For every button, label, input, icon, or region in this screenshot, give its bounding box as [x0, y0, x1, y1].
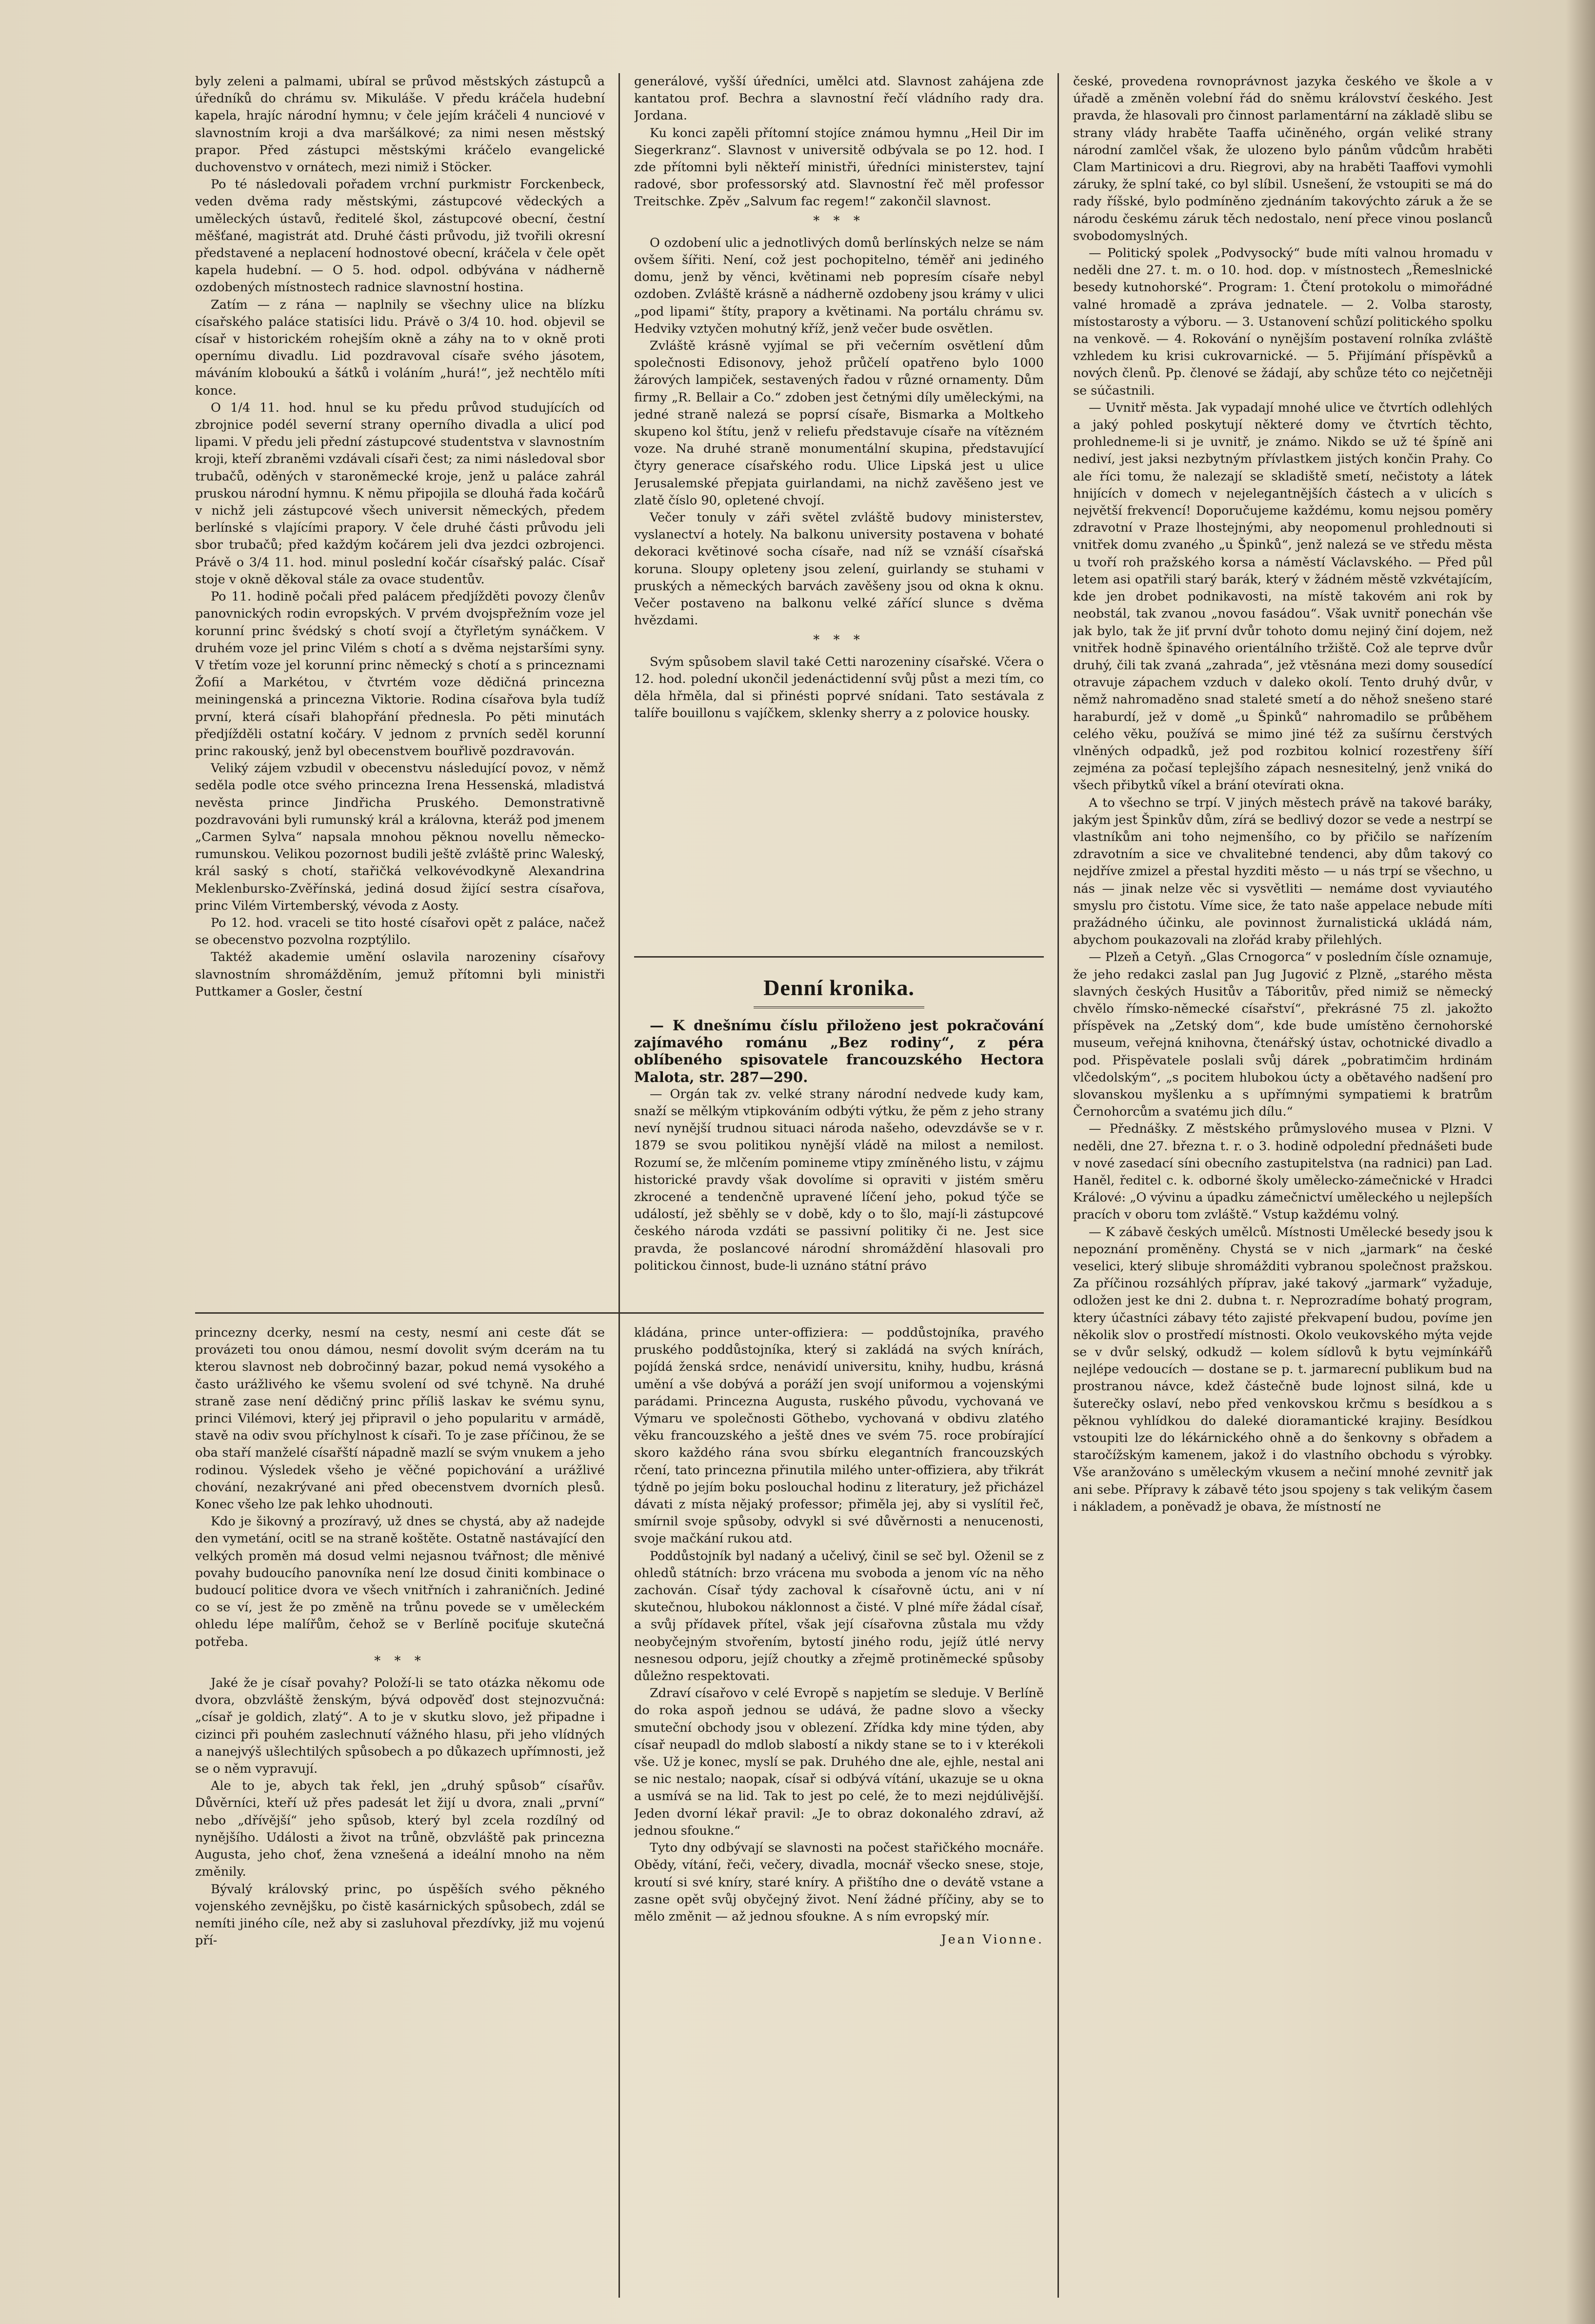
paragraph: Poddůstojník byl nadaný a učelivý, činil se seč byl. Oženil se z ohledů státních: brzo vrácena mu svoboda a jenom víc na něho zachován. Císař týdy zachoval k císařovně úctu, ani v ní skutečnou, hlubokou náklonnost a čisté. V plné míře žádal císař, a svůj přídavek přítel, však její císařovna zůstala mu vždy neobyčejným stvořením, bytostí jiného rodu, jejíž útlé nervy nesnesou odporu, jejíž choutky a zřejmě protiněmecké spůsoby důležno respektovati.	[634, 1548, 1044, 1684]
paragraph: — Plzeň a Cetyň. „Glas Crnogorca“ v posledním čísle oznamuje, že jeho redakci zaslal pan Jug Jugović z Plzně, „starého města slavných českých Husitův a Táboritův, před nimiž se německý chvělo římsko-německé císařství“, překrásné 75 zl. jakožto příspěvek na „Zetský dom“, kde bude umístěno černohorské museum, veřejná knihovna, čtenářský ústav, ochotnické divadlo a pod. Přispěvatele poslali svůj dárek „pobratimčim hrdinám vlčedolským“, „s pocitem hlubokou úcty a obětavého nadšení pro slovanskou myšlenku a s upřímnými sympatiemi k bratrům Černohorcům a svatému jich dílu.“	[1073, 950, 1493, 1120]
paragraph: — K zábavě českých umělců. Místnosti Umělecké besedy jsou k nepoznání proměněny. Chystá se v nich „jarmark“ na české veselici, který slibuje shromážditi vybranou společnost pražskou. Za příčinou rozsáhlých příprav, jaké takový „jarmark“ vyžaduje, odložen jest ke dni 2. dubna t. r. Neprozradíme bohatý program, ktery účastníci zábavy této zajisté překvapení budou, povíme jen několik slov o prostředí místnosti. Okolo veukovského mýta vejde se v dvůr selský, odkudž — kolem sídlovů k bytu vejmínkářů nejlépe vedoucích — dostane se p. t. jarmarecní publikum bud na prostranou návce, kdež částečně bude lojnost silná, kde u šuterečky oslaví, nebo před venkovskou krčmu s besídkou a s pěknou vyhlídkou do daleké dioramantické krajiny. Besídkou vstoupiti lze do lékárnického ohně a do šenkovny s obřadem a staročížským kamenem, jakož i do vlastního obchodu s výrobky. Vše aranžováno s uměleckým vkusem a nečiní mnohé zevnitř jak ani sebe. Přípravy k zábavě této jsou spojeny s tak velikým časem i nákladem, a poněvadž je obava, že místností ne	[1073, 1224, 1493, 1514]
feuilleton-divider	[195, 1312, 1044, 1314]
article-column-2-upper	[634, 73, 1044, 951]
paragraph: Taktéž akademie umění oslavila narozeniny císařovy slavnostním shromážděním, jemuž přítomni byli ministři Puttkamer a Gosler, čestní	[195, 950, 605, 999]
paragraph: — Přednášky. Z městského průmyslového musea v Plzni. V neděli, dne 27. března t. r. o 3. hodině odpolední přednášeti bude v nové zasedací síni obecního zastupitelstva (na radnici) pan Lad. Haněl, ředitel c. k. odborné školy umělecko-zámečnické v Hradci Králové: „O vývinu a úpadku zámečnictví uměleckého u nejlepších pracích v oboru tom zvláště.“ Vstup každému volný.	[1073, 1122, 1493, 1222]
paragraph: Zatím — z rána — naplnily se všechny ulice na blízku císařského paláce statisíci lidu. Právě o 3/4 10. hod. objevil se císař v historickém rohejším okně a záhy na to v okně proti opernímu divadlu. Lid pozdravoval císaře svého jásotem, máváním kloboukú a šátků i voláním „hurá!“, jež nechtělo míti konce.	[195, 297, 605, 398]
paragraph: Po 11. hodině počali před palácem předjížděti povozy členův panovnických rodin evropských. V prvém dvojspřežním voze jel korunní princ švédský s chotí svojí a čtyřletým synáčkem. V druhém voze jel princ Vilém s chotí a s dvěma nejstaršími syny. V třetím voze jel korunní princ německý s chotí a s princeznami Žofií a Markétou, v čtvrtém voze dědičná princezna meiningenská a princezna Viktorie. Rodina císařova byla tudíž první, která císaři blahopřání přednesla. Po pěti minutách předjížděli ostatní kočáry. V jednom z prvních seděl korunní princ rakouský, jenž byl obecenstvem bouřlivě pozdravován.	[195, 589, 605, 759]
paragraph: O 1/4 11. hod. hnul se ku předu průvod studujících od zbrojnice podél severní strany operního divadla a ulicí pod lipami. V předu jeli přední zástupcové studentstva v slavnostním kroji, kteří zbraněmi vzdávali císaři čest; za nimi následoval sbor trubačů, oděných v staroněmecké kroje, jenž u paláce zahrál pruskou národní hymnu. K němu připojila se dlouhá řada kočárů v nichž jeli zástupcové všech universit německých, předem berlínské s vlajícími prapory. V čele druhé části průvodu jeli sbor trubačů; před každým kočárem jeli dva jezdci ozbrojenci. Právě o 3/4 11. hod. minul poslední kočár císařský palác. Císař stoje v okně děkoval stále za ovace studentův.	[195, 400, 605, 587]
paragraph: A to všechno se trpí. V jiných městech právě na takové baráky, jakým jest Špinkův dům, zírá se bedlivý dozor se vede a nestrpí se vlastníkům ani toho nejmenšího, co by přičilo se nařízením zdravotním a sice ve chvalitebné tendenci, aby dům takový co nejdříve zmizel a přestal hyzditi město — u nás trpí se všechno, u nás — jinak nelze věc si vysvětliti — nemáme dost vyviautého smyslu pro čistotu. Víme sice, že tato naše appelace nebude míti pražádného účinku, ale povinnost žurnalistická ukládá nám, abychom poukazovali na zlořád kraby přilehlých.	[1073, 795, 1493, 948]
paragraph: Zvláště krásně vyjímal se při večerním osvětlení dům společnosti Edisonovy, jehož průčelí opatřeno bylo 1000 žárových lampiček, sestavených řadou v různé ornamenty. Dům firmy „R. Bellair a Co.“ zdoben jest četnými díly uměleckými, na jedné straně nalezá se poprsí císaře, Bismarka a Moltkeho skupeno kol štítu, jenž v reliefu představuje císaře na vítězném voze. Na druhé straně monumentální skupina, představující čtyry generace císařského rodu. Ulice Lipská jest u ulice Jerusalemské přepjata guirlandami, na nichž zavěšeno jest ve zlatě číslo 90, opletené chvojí.	[634, 339, 1044, 508]
paragraph: Po 12. hod. vraceli se tito hosté císařovi opět z paláce, načež se obecenstvo pozvolna rozptýlilo.	[195, 915, 605, 948]
article-column-1-upper	[195, 73, 605, 1300]
paragraph: — Uvnitř města. Jak vypadají mnohé ulice ve čtvrtích odlehlých a jaký pohled poskytují některé domy ve čtvrtích těchto, prohledneme-li si je uvnitř, je známo. Nikdo se už té špíně ani nediví, jest jaksi nezbytným přívlastkem jistých končin Prahy. Co ale říci tomu, že nalezají se skladiště smetí, nečistoty a látek hnijících v domech v nejelegantnějších částech a v ulicích s největší frekvencí! Doporučujeme každému, komu nejsou poměry zdravotní v Praze lhostejnými, aby neopomenul prohlednouti si vnitřek domu zvaného „u Špinků“, jenž nalezá se ve středu města u tvoří roh pražského korsa a náměstí Václavského. — Před půl letem asi opatřili starý barák, který v žádném městě vzkvétajícím, kde jen drobet podnikavosti, na místě takovém ani rok by neobstál, tak zvanou „novou fasádou“. Však uvnitř ponechán vše jak bylo, tak že jiť první dvůr tohoto domu nejiný činí dojem, než vnitřek hodně špinavého orientálního tržiště. Což ale teprve dvůr druhý, čili tak zvaná „zahrada“, jež vtěsnána mezi domy sousedící otravuje zápachem vzduch v daleko okolí. Tento druhý dvůr, v němž nahromaděno snad staleté smetí a do něhož snešeno staré haraburdí, jež v domě „u Špinků“ nahromadilo se průběhem celého věku, používá se mimo jiné též za sušírnu čerstvých vlněných odpadků, jež pod rozbitou kolnicí rozestřeny šíří zejména za počasí teplejšího zápach nesnesitelný, jenž vniká do všech přibytků víkel a brání otevírati okna.	[1073, 400, 1493, 793]
paragraph: české, provedena rovnoprávnost jazyka českého ve škole a v úřadě a změněn volební řád do sněmu království českého. Jest pravda, že hlasovali pro činnost parlamentární na základě slibu se strany vlády hraběte Taaffa učiněného, orgán veliké strany národní zamlčel však, že ulozeno bylo pánům vůdcům hraběti Clam Martinicovi a dru. Riegrovi, aby na hraběti Taaffovi vymohli záruky, že splní také, co byl slíbil. Usnešení, že vstoupiti se má do rady říšské, bylo podmíněno zjednáním takovýchto záruk a že se národu českému záruk těch nedostalo, není přece vinou poslanců svobodomyslných.	[1073, 74, 1493, 243]
paragraph: Po té následovali pořadem vrchní purkmistr Forckenbeck, veden dvěma rady městskými, zástupcové vědeckých a uměleckých ústavů, ředitelé škol, zástupcové obecní, čestní měšťané, magistrát atd. Druhé části průvodu, již tvořili okresní představené a neplacení hodnostové obecní, kráčela v čele opět kapela hudební. — O 5. hod. odpol. odbývána v nádherně ozdobených místnostech radnice slavnostní hostina.	[195, 177, 605, 295]
author-signature: Jean Vionne.	[941, 1932, 1044, 1947]
chronicle-lead: — K dnešnímu číslu přiloženo jest pokračování zajímavého románu „Bez rodiny“, z péra oblíbeného spisovatele francouzského Hectora Malota, str. 287—290.	[634, 1017, 1044, 1085]
chronicle-heading	[634, 972, 1044, 1008]
paragraph: Jaké že je císař povahy? Položí-li se tato otázka někomu ode dvora, obzvláště ženským, bývá odpověď dost stejnozvučná: „císař je goldich, zlatý“. A to je v skutku slovo, jež připadne i cizinci při pouhém zaslechnutí vážného hlasu, při jeho vlídných a nanejvýš ušlechtilých spůsobech a po důkazech upřímnosti, jež se o něm vypravují.	[195, 1676, 605, 1777]
paragraph: Kdo je šikovný a prozíravý, už dnes se chystá, aby až nadejde den vymetání, ocitl se na straně koštěte. Ostatně nastávající den velkých proměn má dosud velmi nejasnou tvářnost; dle měnivé povahy budoucího panovníka není lze dosud činiti kombinace o budoucí politice dvora ve všech vnitřních i zahraničních. Jediné co se ví, jest že po změně na trůnu povede se v uměleckém ohledu lépe malířům, čehož se v Berlíně pociťuje skutečná potřeba.	[195, 1514, 605, 1649]
chronicle-title: Denní kronika.	[754, 972, 924, 1008]
article-column-2-lower	[634, 1324, 1044, 2300]
paragraph: Večer tonuly v záři světel zvláště budovy ministerstev, vyslanectví a hotely. Na balkonu university postavena v bohaté dekoraci květinové socha císaře, nad níž se vznáší císařská koruna. Sloupy opleteny jsou zelení, guirlandy se stuhami v pruských a německých barvách zavěšeny jsou od okna k oknu. Večer postaveno na balkonu velké zářící slunce s dvěma hvězdami.	[634, 510, 1044, 628]
paragraph: — Politický spolek „Podvysocký“ bude míti valnou hromadu v neděli dne 27. t. m. o 10. hod. dop. v místnostech „Řemeslnické besedy kutnohorské“. Program: 1. Čtení protokolu o mimořádné valné hromadě a zpráva jednatele. — 2. Volba starosty, místostarosty a výboru. — 3. Ustanovení schůzí politického spolku na venkově. — 4. Rokování o nynějším postavení rolníka zvláště vzhledem ku krisi cukrovarnické. — 5. Přijímání příspěvků a nových členů. Pp. členové se žádají, aby schůze této co nejčetněji se súčastnili.	[1073, 246, 1493, 398]
section-divider	[634, 956, 1044, 958]
page-edge-shadow	[1566, 0, 1595, 2324]
paragraph: generálové, vyšší úředníci, umělci atd. Slavnost zahájena zde kantatou prof. Bechra a slavnostní řečí vládního rady dra. Jordana.	[634, 74, 1044, 123]
paragraph: Zdraví císařovo v celé Evropě s napjetím se sleduje. V Berlíně do roka aspoň jednou se udává, že padne slovo a všecky smuteční obchody jsou v oblezení. Zřídka kdy mine týden, aby císař neupadl do mdlob slabostí a nikdy stane se to i v kterékoli vše. Už je konec, myslí se pak. Druhého dne ale, ejhle, nestal ani se nic nestalo; naopak, císař si odbývá vítání, ukazuje se u okna a usmívá se na lid. Tak to jest po celé, že to mezi nejdúlivější. Jeden dvorní lékař pravil: „Je to obraz dokonalého zdraví, až jednou sfoukne.“	[634, 1686, 1044, 1838]
paragraph: O ozdobení ulic a jednotlivých domů berlínských nelze se nám ovšem šířiti. Není, což jest pochopitelno, téměř ani jediného domu, jenž by věnci, květinami neb popresím císaře nebyl ozdoben. Zvláště krásně a nádherně ozdobeny jsou krámy v ulici „pod lipami“ štíty, prapory a květinami. Na portálu chrámu sv. Hedviky vztyčen mohutný kříž, jenž večer bude osvětlen.	[634, 235, 1044, 336]
paragraph: kládána, prince unter-offiziera: — poddůstojníka, pravého pruského poddůstojníka, který si zakládá na svých knírách, pojídá ženská srdce, nenávidí universitu, knihy, hudbu, krásná umění a vše dobývá a poráží jen svojí uniformou a vojenskými parádami. Princezna Augusta, ruského původu, vychovaná ve Výmaru ve společnosti Göthebo, vychovaná v obdivu zlatého věku francouzského a ještě dnes ve svém 75. roce probírající skoro každého rána svou sbírku elegantních francouzských rčení, tato princezna přinutila milého unter-offiziera, aby třikrát týdně po jejím boku poslouchal hodinu z literatury, jež přicházel dávati z místa nějaký professor; přiměla jej, aby si vyslítil řeč, smírnil svoje spůsoby, odvykl si své důvěrnosti a nenucenosti, svoje mačkání rukou atd.	[634, 1325, 1044, 1546]
chronicle-section	[634, 963, 1044, 1300]
paragraph: — Orgán tak zv. velké strany národní nedvede kudy kam, snaží se mělkým vtipkováním odbýti výtku, že pěm z jeho strany neví nynější trudnou situaci národa našeho, odevzdávše se v r. 1879 se svou politikou nynější vládě na milost a nemilost. Rozumí se, že mlčením pomineme vtipy zmíněného listu, v zájmu historické pravdy však dovolíme si opraviti v jistém směru zkrocené a tendenčně upravené líčení jeho, pokud týče se událostí, jež sběhly se v době, kdy o to šlo, mají-li zástupcové českého národa vzdáti se passivní politiky či ne. Jest sice pravda, že poslancové národní shromáždění hlasovali pro politickou činnost, bude-li uznáno státní právo	[634, 1086, 1044, 1273]
paragraph: princezny dcerky, nesmí na cesty, nesmí ani ceste ďát se provázeti tou onou dámou, nesmí dovolit svým dcerám na tu kterou slavnost neb dobročinný bazar, pokud nemá vysokého a často urážlivého ke všemu svolení od své tchyně. Na druhé straně zase není dědičný princ příliš laskav ke svému synu, princi Vilémovi, který jej připravil o jeho popularitu v armádě, stavě na odiv svou příchylnost k císaři. To je zase příčinou, že se oba staří manželé císařští nápadně mazlí se svým vnukem a jeho rodinou. Výsledek všeho je věčné popichování a urážlivé chování, nezakrývané ani před obecenstvem dvorních plesů. Konec všeho lze pak lehko uhodnouti.	[195, 1325, 605, 1512]
paragraph: Ale to je, abych tak řekl, jen „druhý spůsob“ císařův. Důvěrníci, kteří už přes padesát let žijí u dvora, znali „první“ nebo „dřívější“ jeho spůsob, který byl zcela rozdílný od nynějšího. Události a život na trůně, obzvláště pak princezna Augusta, jeho choť, žena vznešená a ideální mnoho na něm změnily.	[195, 1779, 605, 1880]
paragraph: Tyto dny odbývají se slavnosti na počest stařičkého mocnáře. Obědy, vítání, řeči, večery, divadla, mocnář všecko snese, stoje, kroutí si své kníry, staré kníry. A přištího dne o devátě vstane a zasne opět svůj obyčejný život. Není žádné příčiny, aby se to mělo změnit — až jednou sfoukne. A s ním evropský mír.	[634, 1841, 1044, 1924]
paragraph: byly zeleni a palmami, ubíral se průvod městských zástupců a úředníků do chrámu sv. Mikuláše. V předu kráčela hudební kapela, hrajíc národní hymnu; v čele jejím kráčeli 4 nunciové v slavnostním kroji a dva maršálkové; za nimi nesen městský prapor. Před zástupci městskými kráčelo evangelické duchovenstvo v ornátech, mezi nimiž i Stöcker.	[195, 74, 605, 175]
paragraph: Veliký zájem vzbudil v obecenstvu následující povoz, v němž seděla podle otce svého princezna Irena Hessenská, mladistvá nevěsta prince Jindřicha Pruského. Demonstrativně pozdravováni byli rumunský král a královna, kteráž pod jmenem „Carmen Sylva“ napsala mnohou pěknou novellu německo-rumunskou. Velikou pozornost budili ještě zvláště princ Waleský, král saský s chotí, stařičká velkovévodkyně Alexandrina Meklenbursko-Zvěřínská, jediná dosud žijící sestra císařova, princ Vilém Virtemberský, vévoda z Aosty.	[195, 761, 605, 913]
paragraph: Svým spůsobem slavil také Cetti narozeniny císařské. Včera o 12. hod. polední ukončil jedenáctidenní svůj půst a mezi tím, co děla hřměla, dal si přinésti poprvé snídani. Tato sestávala z talíře bouillonu s vajíčkem, sklenky sherry a z polovice housky.	[634, 654, 1044, 721]
paragraph: Bývalý královský princ, po úspěších svého pěkného vojenského zevnějšku, po čistě kasárnických spůsobech, zdál se nemíti jiného cíle, než aby si zasluhoval přezdívky, již mu vojenú pří-	[195, 1882, 605, 1948]
column-rule	[618, 73, 620, 2298]
article-column-3	[1073, 73, 1493, 2298]
article-column-1-lower	[195, 1324, 605, 2300]
section-stars: * * *	[813, 632, 865, 647]
column-rule	[1057, 73, 1059, 2298]
paragraph: Ku konci zapěli přítomní stojíce známou hymnu „Heil Dir im Siegerkranz“. Slavnost v universitě odbývala se po 12. hod. I zde přítomni byli někteří ministři, úředníci ministerstev, tajní radové, sbor professorský atd. Slavnostní řeč měl professor Treitschke. Zpěv „Salvum fac regem!“ zakončil slavnost.	[634, 125, 1044, 209]
section-stars: * * *	[374, 1653, 426, 1668]
section-stars: * * *	[813, 213, 865, 228]
